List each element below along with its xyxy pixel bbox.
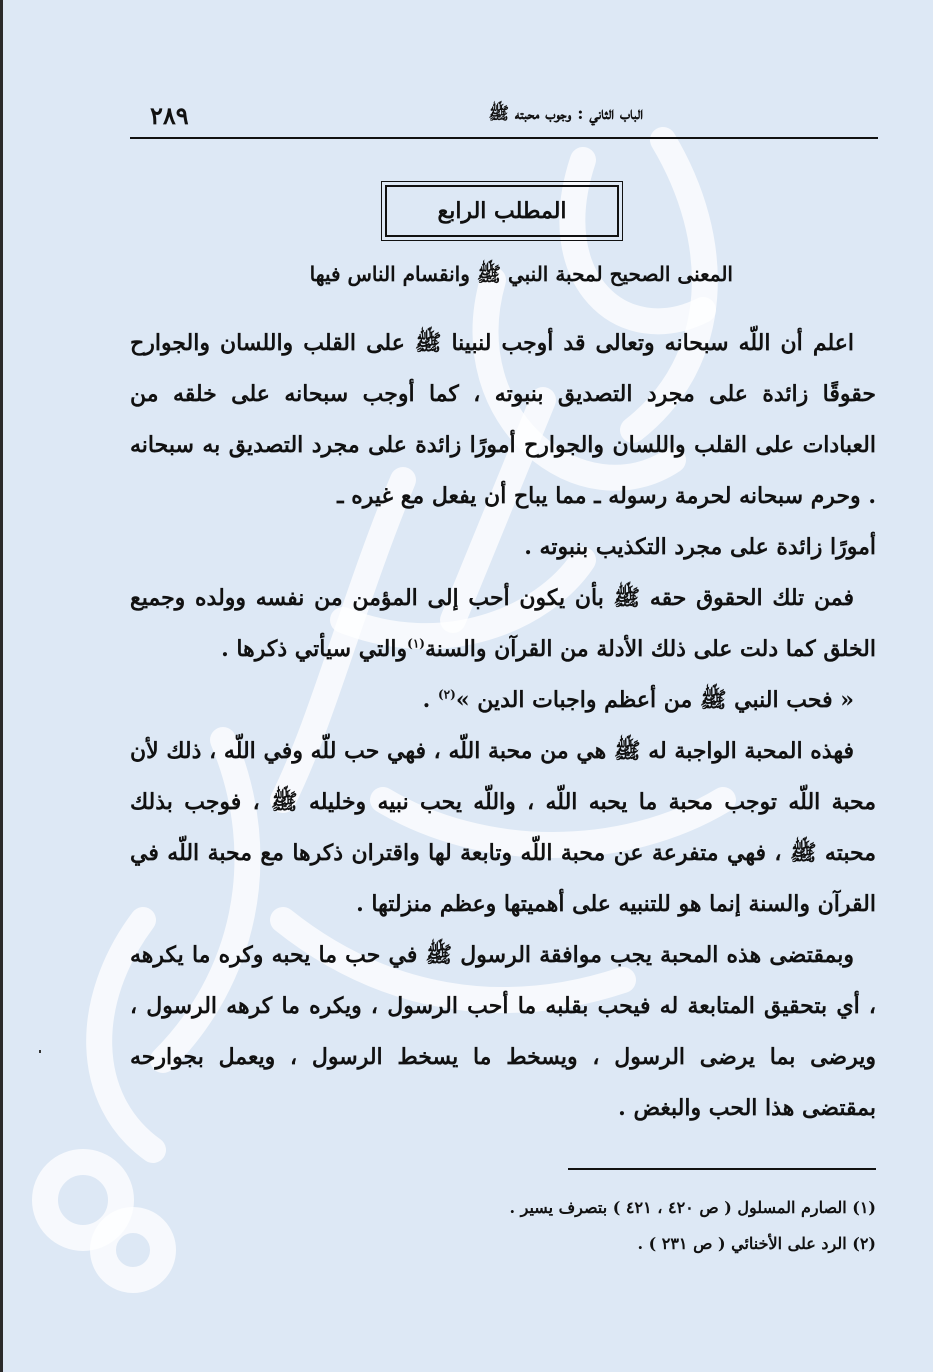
paragraph-1: اعلم أن اللّه سبحانه وتعالى قد أوجب لنبينا ﷺ على القلب واللسان والجوارح حقوقًا زائدة على مجرد التصديق بنبوته ، كما أوجب سبحانه على خلقه من العبادات على القلب واللسان والجوارح أمورًا زائدة على مجرد التصديق به سبحانه . وحرم سبحانه لحرمة رسوله ـ مما يباح أن يفعل مع غيره ـ — [130, 330, 876, 509]
scan-speck — [39, 1050, 41, 1053]
paragraph-4: فهذه المحبة الواجبة له ﷺ هي من محبة اللّه ، فهي حب للّه وفي اللّه ، ذلك لأن محبة اللّه توجب محبة ما يحبه اللّه ، واللّه يحب نبيه وخليله ﷺ ، فوجب بذلك محبته ﷺ ، فهي متفرعة عن محبة اللّه وتابعة لها واقتران ذكرها مع محبة اللّه في القرآن والسنة إنما هو للتنبيه على أهميتها وعظم منزلتها . — [130, 738, 876, 917]
section-title: المطلب الرابع — [437, 198, 567, 224]
footnotes — [130, 1190, 876, 1262]
quote-tail: . — [422, 687, 438, 713]
paragraph-5: وبمقتضى هذه المحبة يجب موافقة الرسول ﷺ في حب ما يحبه وكره ما يكرهه ، أي بتحقيق المتابعة له فيحب بقلبه ما أحب الرسول ، ويكره ما كرهه الرسول ، ويرضى بما يرضى الرسول ، ويسخط ما يسخط الرسول ، ويعمل بجوارحه بمقتضى هذا الحب والبغض . — [130, 942, 876, 1121]
running-head: الباب الثاني : وجوب محبته ﷺ — [488, 104, 643, 124]
paragraph-3 — [130, 675, 876, 726]
footnote-ref-1: (١) — [407, 636, 425, 651]
footnote-2: (٢) الرد على الأخنائي ( ص ٢٣١ ) . — [637, 1234, 876, 1253]
page-header — [130, 95, 878, 139]
quote-text: « فحب النبي ﷺ من أعظم واجبات الدين » — [455, 687, 854, 713]
body-text — [130, 318, 876, 1134]
paragraph-2 — [130, 573, 876, 675]
paragraph-1-last-line: أمورًا زائدة على مجرد التكذيب بنبوته . — [524, 534, 876, 560]
paragraph-2-tail: والتي سيأتي ذكرها . — [221, 636, 408, 662]
paragraph-2-text: فمن تلك الحقوق حقه ﷺ بأن يكون أحب إلى المؤمن من نفسه وولده وجميع الخلق كما دلت على ذلك الأدلة من القرآن والسنة — [130, 585, 876, 662]
footnote-separator — [568, 1168, 876, 1170]
section-title-box — [385, 185, 619, 237]
footnote-1: (١) الصارم المسلول ( ص ٤٢٠ ، ٤٢١ ) بتصرف يسير . — [509, 1198, 876, 1217]
section-subtitle: المعنى الصحيح لمحبة النبي ﷺ وانقسام الناس فيها — [309, 262, 733, 286]
footnote-ref-2: (٢) — [437, 687, 456, 702]
page-number: ٢٨٩ — [150, 101, 189, 130]
